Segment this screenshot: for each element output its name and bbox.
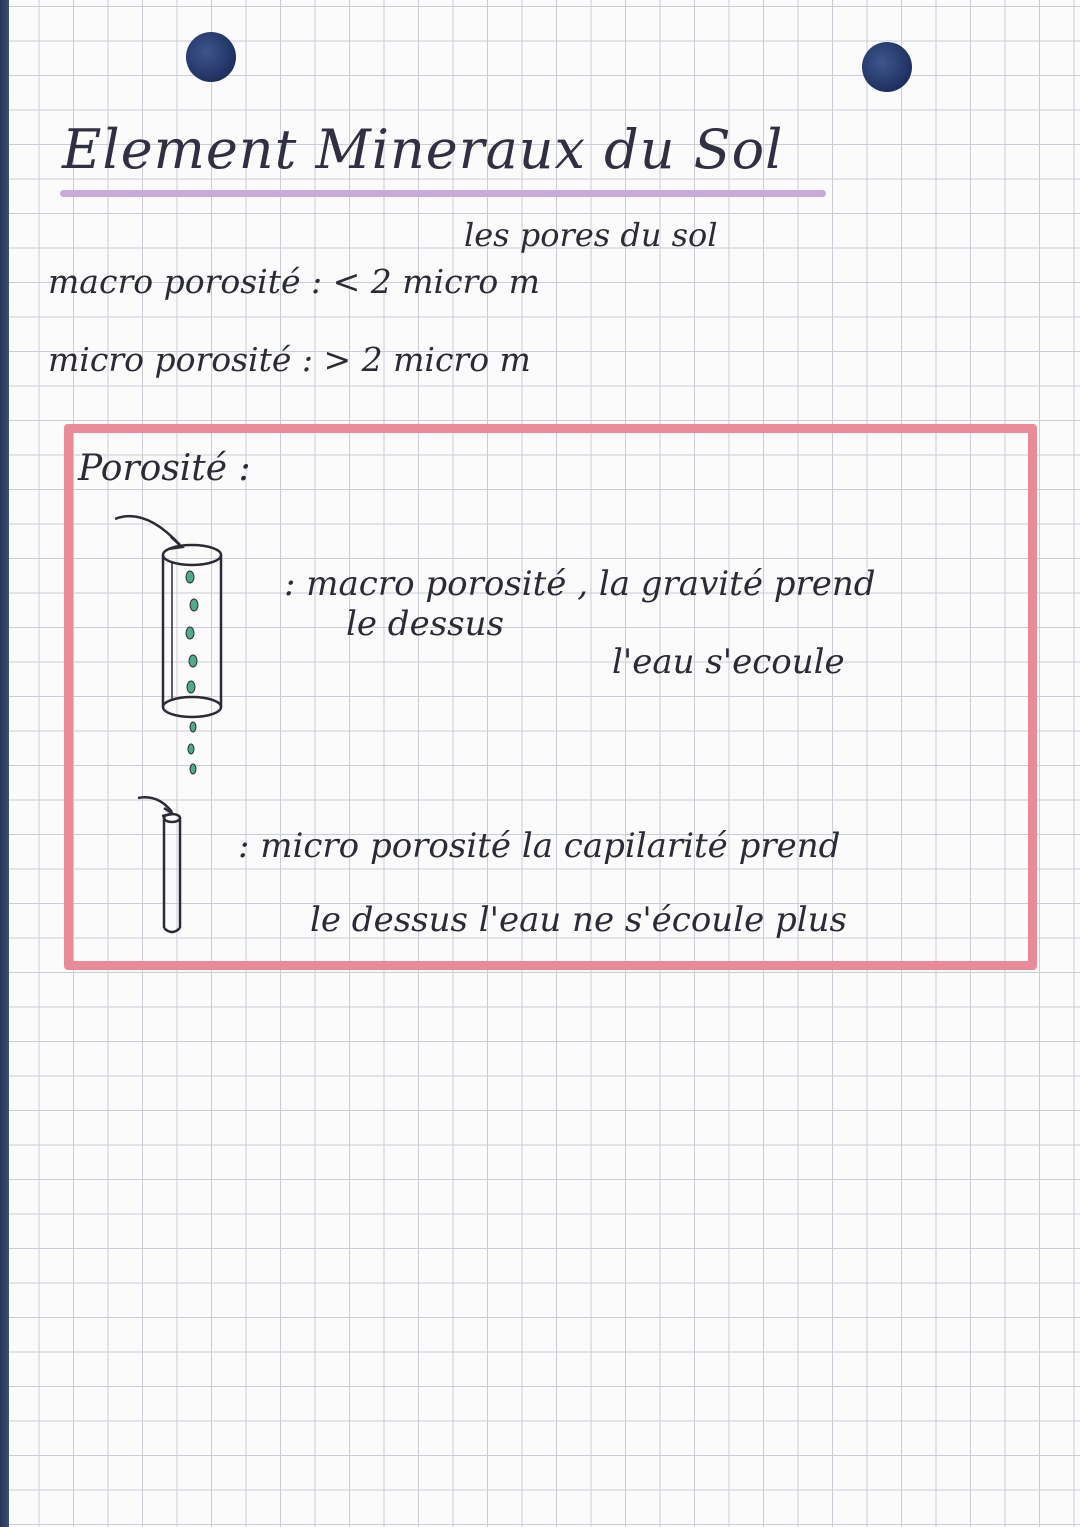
macro-tube-icon [105, 505, 235, 785]
macro-line1: : macro porosité , la gravité prend [284, 564, 876, 604]
binder-hole-right-icon [862, 42, 912, 92]
note-pores: les pores du sol [464, 216, 718, 254]
micro-tube-icon [130, 790, 210, 940]
micro-line1: : micro porosité la capilarité prend [238, 826, 841, 866]
notebook-spine [0, 0, 9, 1527]
page-title: Element Mineraux du Sol [62, 118, 784, 181]
definition-micro: micro porosité : > 2 micro m [48, 340, 531, 379]
definition-macro: macro porosité : < 2 micro m [48, 262, 540, 301]
macro-line1b: le dessus [346, 604, 504, 644]
box-title: Porosité : [78, 448, 251, 489]
micro-line2: le dessus l'eau ne s'écoule plus [310, 900, 847, 940]
binder-hole-left-icon [186, 32, 236, 82]
macro-line2: l'eau s'ecoule [612, 642, 845, 682]
title-underline [60, 190, 826, 197]
